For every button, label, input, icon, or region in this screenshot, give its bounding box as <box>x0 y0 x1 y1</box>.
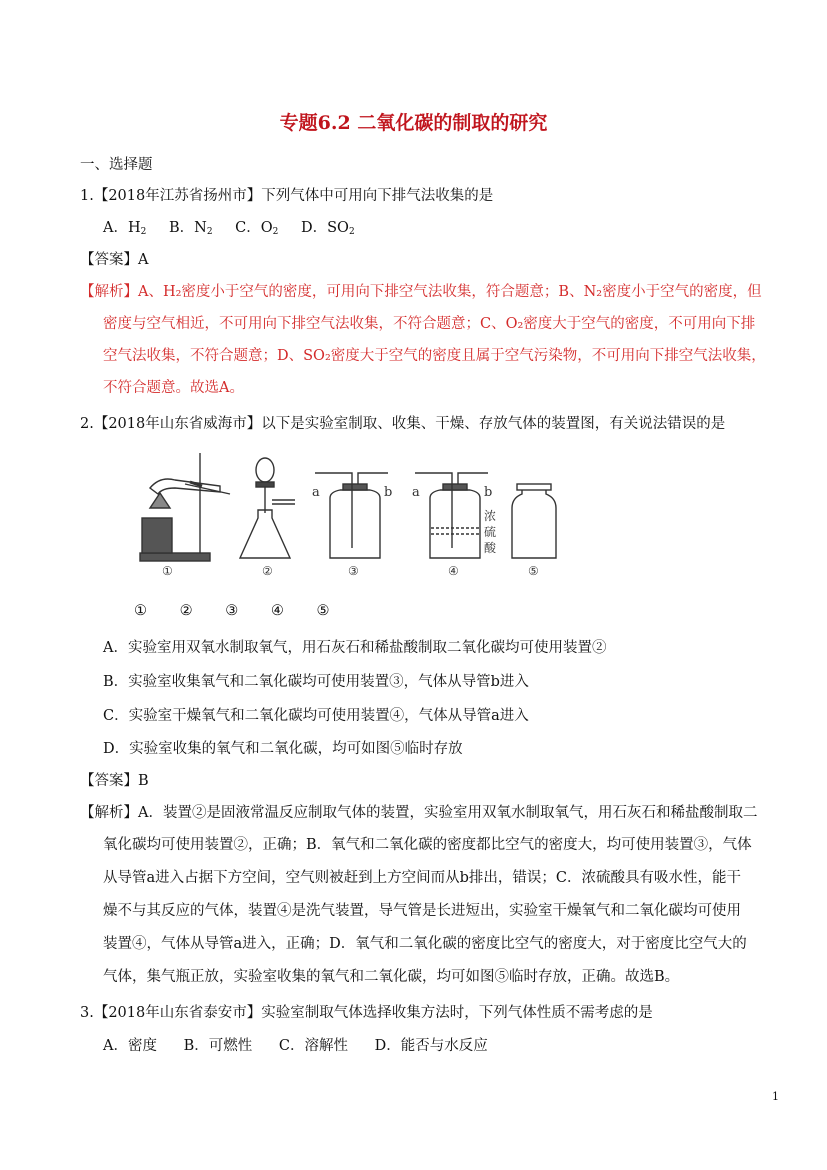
q2-numbers-row <box>134 603 329 619</box>
fig-label-4: ④ <box>448 564 459 578</box>
fig-label-1: ① <box>162 564 173 578</box>
apparatus-4-washing-bottle <box>415 473 488 558</box>
q2-number-1: ① <box>134 603 147 619</box>
fig-4-acid-label-1: 浓 <box>484 509 497 523</box>
q1-analysis-line-3: 空气法收集，不符合题意；D、SO₂密度大于空气的密度且属于空气污染物，不可用向下排空气法收集， <box>103 348 766 364</box>
q2-option-a: A．实验室用双氧水制取氧气，用石灰石和稀盐酸制取二氧化碳均可使用装置② <box>103 640 607 656</box>
q2-stem: 2.【2018年山东省威海市】以下是实验室制取、收集、干燥、存放气体的装置图，有关说法错误的是 <box>80 416 726 432</box>
fig-4-port-a: a <box>412 485 420 500</box>
q3-stem: 3.【2018年山东省泰安市】实验室制取气体选择收集方法时，下列气体性质不需考虑的是 <box>80 1005 653 1021</box>
q2-analysis-line-5: 装置④，气体从导管a进入，正确；D．氧气和二氧化碳的密度比空气的密度大，对于密度比空气大的 <box>103 936 747 952</box>
q2-analysis-line-4: 燥不与其反应的气体，装置④是洗气装置，导气管是长进短出，实验室干燥氧气和二氧化碳均可使用 <box>103 903 741 919</box>
q1-analysis-line-2: 密度与空气相近，不可用向下排空气法收集，不符合题意；C、O₂密度大于空气的密度，不可用向下排 <box>103 316 756 332</box>
q2-option-b: B．实验室收集氧气和二氧化碳均可使用装置③，气体从导管b进入 <box>103 674 529 690</box>
q2-option-c: C．实验室干燥氧气和二氧化碳均可使用装置④，气体从导管a进入 <box>103 708 529 724</box>
apparatus-5-storage-bottle <box>512 484 556 558</box>
q1-analysis-line-1: 【解析】A、H₂密度小于空气的密度，可用向下排空气法收集，符合题意；B、N₂密度小于空气的密度，但 <box>80 284 762 300</box>
q1-option-c: C．$O_2$ <box>235 220 279 237</box>
fig-label-3: ③ <box>348 564 359 578</box>
q1-option-a: A．$H_2$ <box>103 220 147 237</box>
q2-option-d: D．实验室收集的氧气和二氧化碳，均可如图⑤临时存放 <box>103 741 463 757</box>
q2-number-4: ④ <box>270 603 284 619</box>
q2-number-2: ② <box>179 603 193 619</box>
fig-4-acid-label-3: 酸 <box>484 541 497 555</box>
fig-4-acid-label-2: 硫 <box>484 525 497 539</box>
q1-analysis-line-4: 不符合题意。故选A。 <box>103 380 244 396</box>
fig-label-5: ⑤ <box>528 564 539 578</box>
q1-options <box>103 216 355 237</box>
apparatus-figure <box>130 448 570 583</box>
q2-analysis-line-1: 【解析】A．装置②是固液常温反应制取气体的装置，实验室用双氧水制取氧气，用石灰石和稀盐酸制取二 <box>80 805 758 821</box>
q3-option-d: D．能否与水反应 <box>374 1038 488 1054</box>
q1-option-b: B．$N_2$ <box>168 220 213 237</box>
q2-analysis-line-3: 从导管a进入占据下方空间，空气则被赶到上方空间而从b排出，错误；C．浓硫酸具有吸水性，能干 <box>103 870 742 886</box>
apparatus-3-gas-bottle <box>315 473 388 558</box>
fig-3-port-b: b <box>384 485 393 500</box>
q2-analysis-line-6: 气体，集气瓶正放，实验室收集的氧气和二氧化碳，均可如图⑤临时存放，正确。故选B。 <box>103 969 680 985</box>
q3-options <box>103 1034 488 1055</box>
apparatus-2-flask-funnel <box>240 458 295 558</box>
q2-answer: 【答案】B <box>80 773 149 789</box>
fig-4-port-b: b <box>484 485 493 500</box>
q1-stem: 1.【2018年江苏省扬州市】下列气体中可用向下排气法收集的是 <box>80 188 494 204</box>
q1-answer: 【答案】A <box>80 252 149 268</box>
q3-option-b: B．可燃性 <box>183 1038 253 1054</box>
q2-analysis-line-2: 氧化碳均可使用装置②，正确；B．氧气和二氧化碳的密度都比空气的密度大，均可使用装置③，气体 <box>103 837 752 853</box>
q2-number-3: ③ <box>225 603 239 619</box>
section-heading: 一、选择题 <box>80 157 153 173</box>
page-title: 专题6.2 二氧化碳的制取的研究 <box>279 112 548 134</box>
q2-number-5: ⑤ <box>316 603 330 619</box>
q1-option-d: D．$SO_2$ <box>300 220 355 237</box>
fig-label-2: ② <box>262 564 273 578</box>
q3-option-c: C．溶解性 <box>278 1038 348 1054</box>
page-number: 1 <box>772 1090 779 1103</box>
q3-option-a: A．密度 <box>103 1038 157 1054</box>
apparatus-1-heating-setup <box>140 453 230 561</box>
fig-3-port-a: a <box>312 485 320 500</box>
